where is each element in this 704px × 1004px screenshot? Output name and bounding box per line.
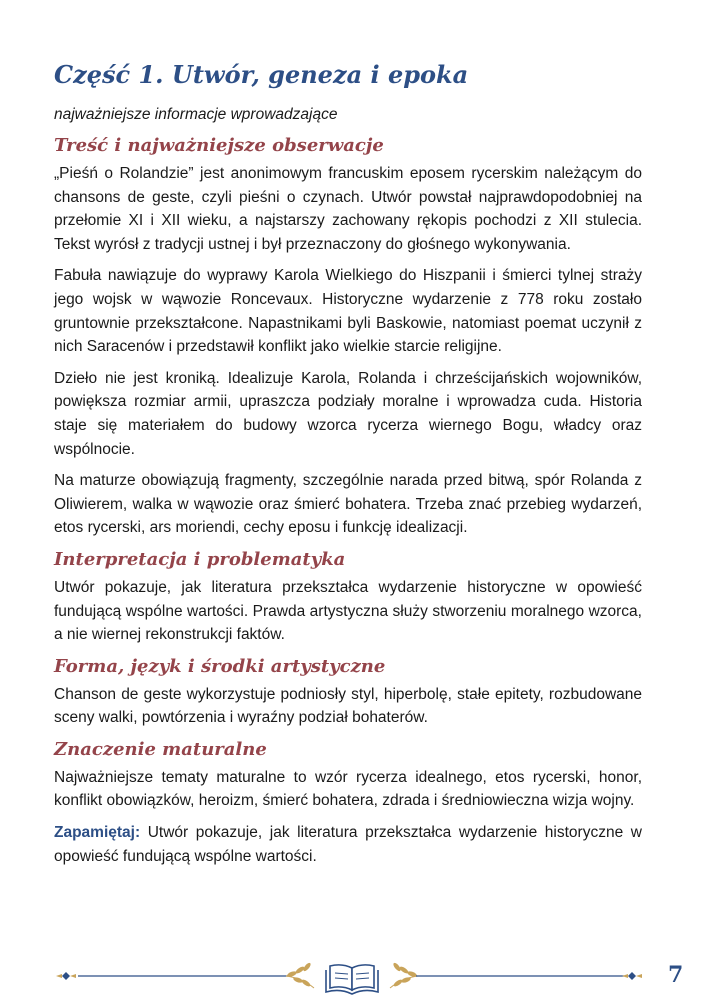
paragraph: Na maturze obowiązują fragmenty, szczególnie narada przed bitwą, spór Rolanda z Oliwierem, walka w wąwozie oraz śmierć bohatera. Trzeba znać przebieg wydarzeń, etos rycerski, ars moriendi, cechy eposu i funkcję idealizacji. <box>54 472 642 537</box>
diamond-right-icon <box>622 972 642 980</box>
paragraph: Dzieło nie jest kroniką. Idealizuje Karola, Rolanda i chrześcijańskich wojowników, powiększa rozmiar armii, upraszcza podziały moralne i wprowadza cuda. Historia staje się materiałem do budowy wzorca rycerza wiernego Bogu, władcy oraz wspólnocie. <box>54 369 642 458</box>
page-subtitle: najważniejsze informacje wprowadzające <box>54 106 338 123</box>
page-content <box>54 58 642 876</box>
paragraph: Chanson de geste wykorzystuje podniosły styl, hiperbolę, stałe epitety, rozbudowane sceny walki, powtórzenia i wyraźny podział bohaterów. <box>54 685 642 727</box>
remember-note <box>54 821 642 868</box>
paragraph: Najważniejsze tematy maturalne to wzór rycerza idealnego, etos rycerski, honor, konflikt obowiązków, heroizm, śmierć bohatera, zdrada i średniowieczna wizja wojny. <box>54 768 642 810</box>
paragraph: Utwór pokazuje, jak literatura przekształca wydarzenie historyczne w opowieść fundującą wspólne wartości. Prawda artystyczna służy stworzeniu moralnego wzorca, a nie wiernej rekonstrukcji faktów. <box>54 578 642 644</box>
remember-label: Zapamiętaj: <box>54 824 141 842</box>
section-heading-exam: Znaczenie maturalne <box>54 738 267 760</box>
paragraph: Fabuła nawiązuje do wyprawy Karola Wielkiego do Hiszpanii i śmierci tylnej straży jego wojsk w wąwozie Roncevaux. Historyczne wydarzenie z 778 roku zostało gruntownie przekształcone. Napastnikami byli Baskowie, natomiast poemat uczynił z nich Saracenów i przedstawił konflikt jako wielkie starcie religijne. <box>54 267 642 356</box>
section-heading-form: Forma, język i środki artystyczne <box>54 655 386 677</box>
section-heading-content: Treść i najważniejsze obserwacje <box>54 135 384 156</box>
paragraph: „Pieśń o Rolandzie” jest anonimowym francuskim eposem rycerskim należącym do chansons de geste, czyli pieśni o czynach. Utwór powstał najprawdopodobniej na przełomie XI i XII wieku, a najstarszy zachowany rękopis pochodzi z XII stulecia. Tekst wyrósł z tradycji ustnej i był przeznaczony do głośnego wykonywania. <box>54 165 642 253</box>
page-title: Część 1. Utwór, geneza i epoka <box>54 60 469 89</box>
open-book-icon <box>326 965 378 994</box>
remember-text: Utwór pokazuje, jak literatura przekształca wydarzenie historyczne w opowieść fundującą wspólne wartości. <box>54 824 642 865</box>
diamond-left-icon <box>56 972 76 980</box>
page-number: 7 <box>668 962 684 988</box>
laurel-left-icon <box>286 962 314 988</box>
footer-ornament <box>52 958 652 998</box>
laurel-right-icon <box>390 962 418 988</box>
section-heading-interpretation: Interpretacja i problematyka <box>54 548 346 570</box>
